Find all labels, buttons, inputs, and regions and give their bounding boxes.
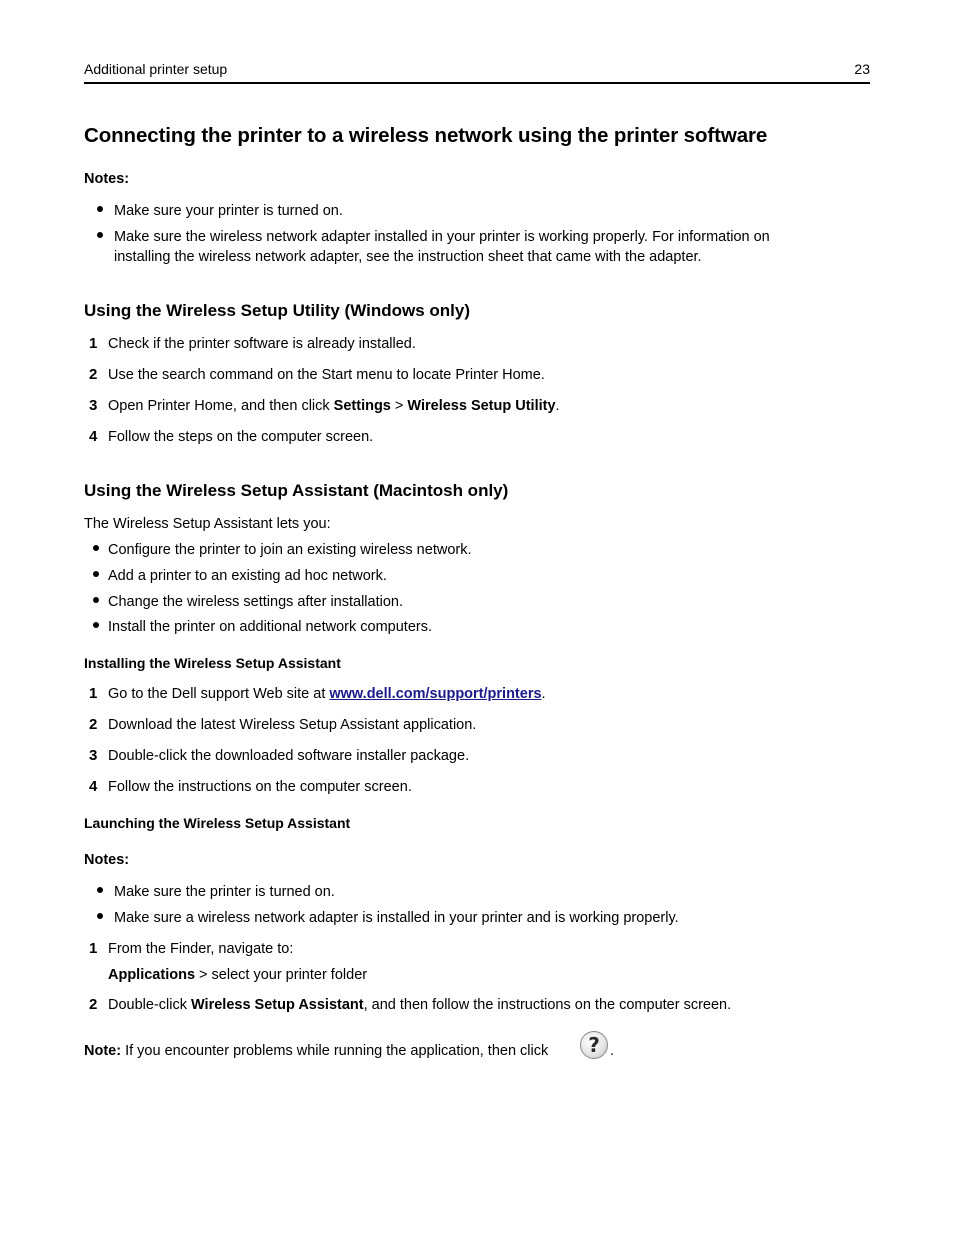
step-number: 1 bbox=[89, 335, 98, 352]
help-icon[interactable]: ? bbox=[580, 1031, 608, 1059]
step-text-part: Double-click bbox=[108, 997, 191, 1013]
step-text-part: Go to the Dell support Web site at bbox=[108, 686, 330, 702]
step-text: Double-click the downloaded software installer package. bbox=[108, 748, 470, 764]
mac-intro: The Wireless Setup Assistant lets you: bbox=[84, 516, 331, 532]
step-text: Use the search command on the Start menu to locate Printer Home. bbox=[108, 367, 545, 383]
step-text: Follow the instructions on the computer screen. bbox=[108, 779, 412, 795]
step-text-part: > bbox=[390, 398, 408, 414]
list-item: Configure the printer to join an existing wireless network. bbox=[108, 542, 472, 558]
step-text bbox=[108, 995, 731, 1015]
step-number: 1 bbox=[89, 940, 98, 957]
dell-support-link[interactable]: www.dell.com/support/printers bbox=[329, 686, 542, 702]
menu-path-wireless-setup-utility: Wireless Setup Utility bbox=[407, 398, 556, 414]
notes-label: Notes: bbox=[84, 852, 130, 868]
list-item: Install the printer on additional network computers. bbox=[108, 619, 433, 635]
wireless-setup-assistant-app: Wireless Setup Assistant bbox=[191, 997, 364, 1013]
bullet-icon bbox=[97, 913, 103, 919]
bullet-icon bbox=[97, 887, 103, 893]
bullet-icon bbox=[93, 622, 99, 628]
step-text bbox=[108, 396, 560, 416]
step-number: 4 bbox=[89, 778, 98, 795]
step-text: From the Finder, navigate to: bbox=[108, 941, 294, 957]
step-text-part: , and then follow the instructions on the computer screen. bbox=[363, 997, 732, 1013]
path-rest: > select your printer folder bbox=[195, 967, 368, 983]
bullet-icon bbox=[97, 206, 103, 212]
step-text-part: . bbox=[555, 398, 560, 414]
note-text: If you encounter problems while running the application, then click bbox=[121, 1043, 549, 1059]
note-label: Note: bbox=[84, 1043, 122, 1059]
note-item-continuation: installing the wireless network adapter, see the instruction sheet that came with the adapter. bbox=[114, 249, 702, 265]
list-item: Add a printer to an existing ad hoc network. bbox=[108, 568, 387, 584]
note-item: Make sure a wireless network adapter is installed in your printer and is working properly. bbox=[114, 910, 679, 926]
note-item: Make sure the wireless network adapter installed in your printer is working properly. For information on bbox=[114, 229, 770, 245]
mac-subheading: Using the Wireless Setup Assistant (Macintosh only) bbox=[84, 481, 509, 500]
step-number: 2 bbox=[89, 366, 98, 383]
step-number: 2 bbox=[89, 996, 98, 1013]
bullet-icon bbox=[93, 597, 99, 603]
header-title: Additional printer setup bbox=[84, 61, 228, 77]
applications-folder: Applications bbox=[108, 967, 196, 983]
note-item: Make sure your printer is turned on. bbox=[114, 203, 343, 219]
step-number: 1 bbox=[89, 685, 98, 702]
final-note-end: . bbox=[610, 1043, 615, 1059]
step-number: 2 bbox=[89, 716, 98, 733]
page-number: 23 bbox=[854, 61, 870, 77]
step-text: Download the latest Wireless Setup Assistant application. bbox=[108, 717, 477, 733]
page-header bbox=[84, 60, 870, 84]
install-subheading: Installing the Wireless Setup Assistant bbox=[84, 655, 341, 671]
step-number: 3 bbox=[89, 397, 98, 414]
menu-path-settings: Settings bbox=[333, 398, 391, 414]
section-title: Connecting the printer to a wireless network using the printer software bbox=[84, 124, 768, 147]
list-item: Change the wireless settings after installation. bbox=[108, 594, 403, 610]
notes-label: Notes: bbox=[84, 171, 130, 187]
finder-path bbox=[108, 965, 367, 985]
note-item: Make sure the printer is turned on. bbox=[114, 884, 335, 900]
step-text bbox=[108, 684, 546, 704]
bullet-icon bbox=[93, 545, 99, 551]
step-number: 4 bbox=[89, 428, 98, 445]
step-text-part: . bbox=[541, 686, 546, 702]
final-note bbox=[84, 1041, 548, 1061]
bullet-icon bbox=[93, 571, 99, 577]
bullet-icon bbox=[97, 232, 103, 238]
step-number: 3 bbox=[89, 747, 98, 764]
windows-subheading: Using the Wireless Setup Utility (Windows only) bbox=[84, 301, 471, 320]
launch-subheading: Launching the Wireless Setup Assistant bbox=[84, 815, 351, 831]
step-text: Follow the steps on the computer screen. bbox=[108, 429, 374, 445]
step-text-part: Open Printer Home, and then click bbox=[108, 398, 334, 414]
step-text: Check if the printer software is already installed. bbox=[108, 336, 416, 352]
